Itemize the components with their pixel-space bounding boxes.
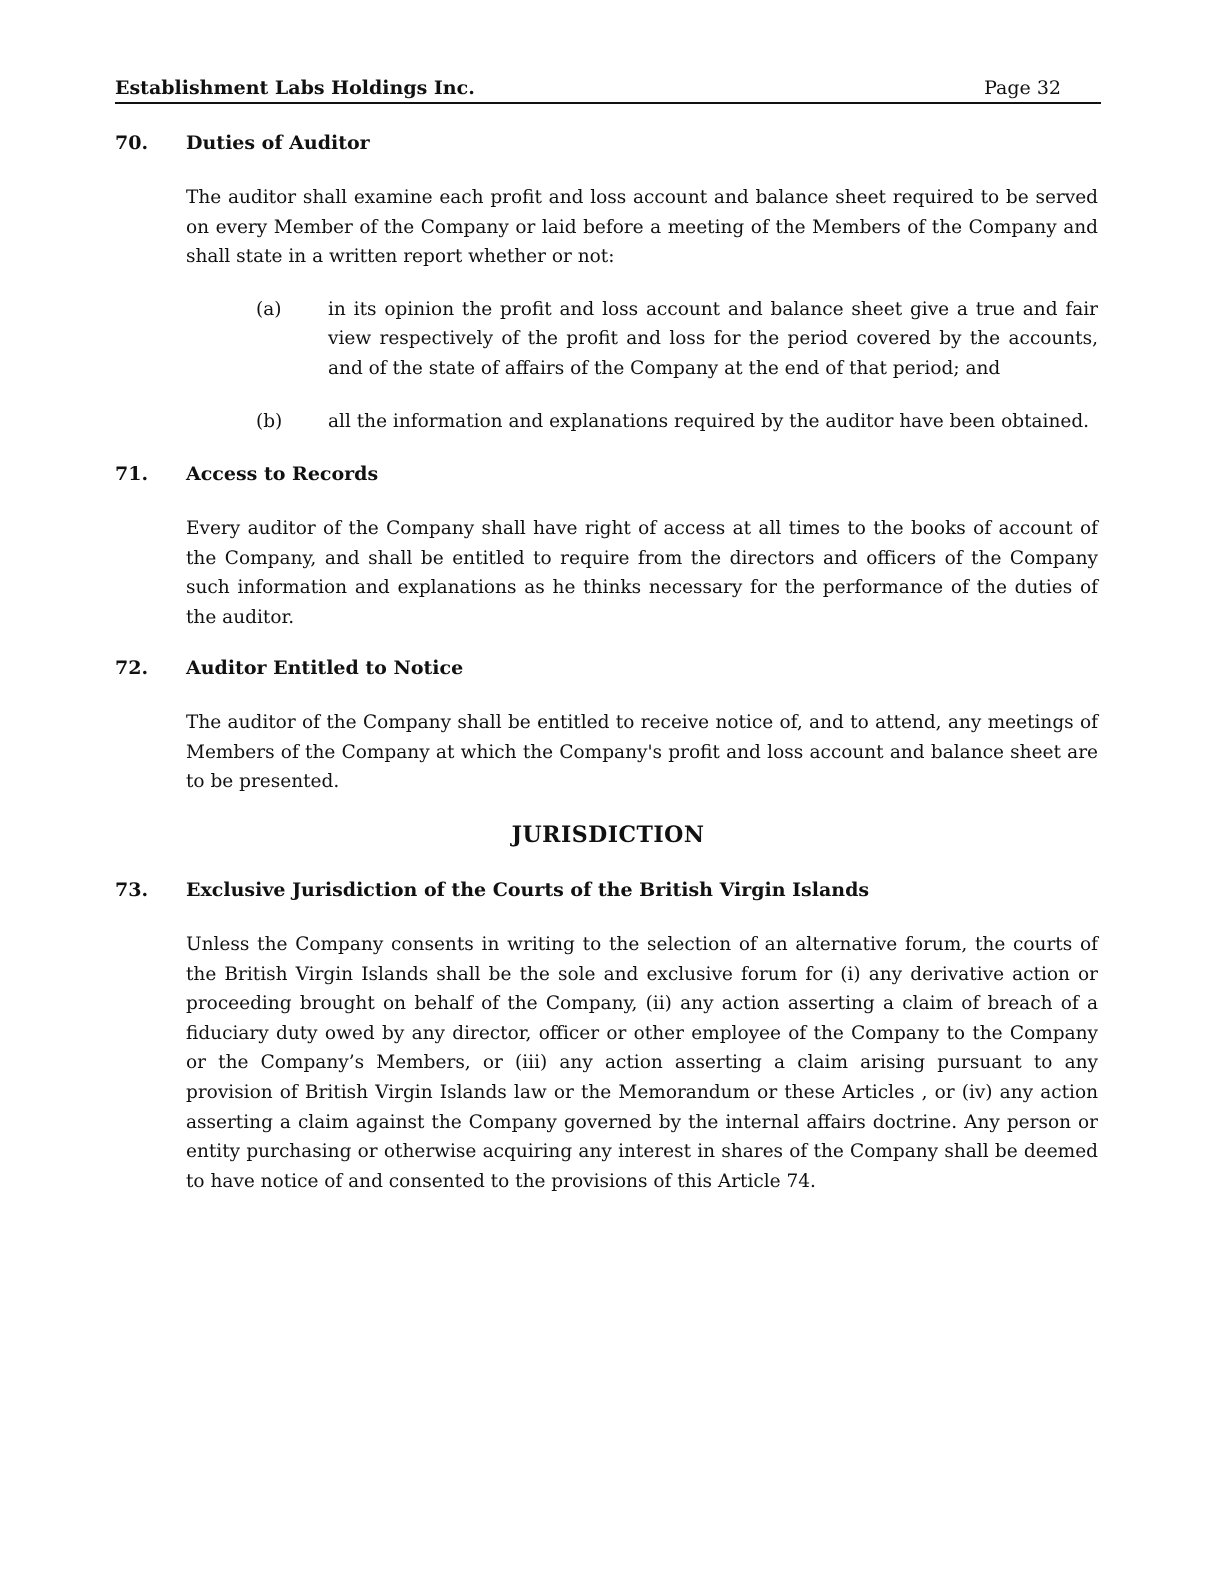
jurisdiction-heading: JURISDICTION xyxy=(511,822,705,848)
list-label: (a) xyxy=(256,298,282,320)
section-body: Unless the Company consents in writing to the selection of an alternative forum, the courts of the British Virgin Islands shall be the sole and exclusive forum for (i) any derivative action or proceeding brought on behalf of the Company, (ii) any action asserting a claim of breach of a fiduciary duty owed by any director, officer or other employee of the Company to the Company or the Company’s Members, or (iii) any action asserting a claim arising pursuant to any provision of British Virgin Islands law or the Memorandum or these Articles , or (iv) any action asserting a claim against the Company governed by the internal affairs doctrine. Any person or entity purchasing or otherwise acquiring any interest in shares of the Company shall be deemed to have notice of and consented to the provisions of this Article 74. xyxy=(186,934,1098,1192)
list-item-a xyxy=(256,295,1098,384)
section-71 xyxy=(115,461,1101,632)
section-title: Access to Records xyxy=(186,463,379,485)
list-item-b xyxy=(256,407,1098,437)
section-body: Every auditor of the Company shall have right of access at all times to the books of account of the Company, and shall be entitled to require from the directors and officers of the Company such information and explanations as he thinks necessary for the performance of the duties of the auditor. xyxy=(186,518,1098,628)
section-body: The auditor of the Company shall be entitled to receive notice of, and to attend, any meetings of Members of the Company at which the Company's profit and loss account and balance sheet are to be presented. xyxy=(186,712,1098,793)
section-number: 73. xyxy=(115,879,149,901)
section-title: Duties of Auditor xyxy=(186,132,370,154)
section-heading xyxy=(115,461,1101,487)
section-73 xyxy=(115,877,1101,1196)
section-heading xyxy=(115,655,1101,681)
section-number: 72. xyxy=(115,657,149,679)
section-number: 71. xyxy=(115,463,149,485)
section-70 xyxy=(115,130,1101,436)
section-72 xyxy=(115,655,1101,797)
section-body: The auditor shall examine each profit and loss account and balance sheet required to be served on every Member of the Company or laid before a meeting of the Members of the Company and shall state in a written report whether or not: xyxy=(186,187,1098,268)
page-number: Page 32 xyxy=(984,77,1061,99)
list-text: all the information and explanations required by the auditor have been obtained. xyxy=(328,410,1090,432)
section-title: Auditor Entitled to Notice xyxy=(186,657,464,679)
section-heading xyxy=(115,877,1101,903)
page-header xyxy=(115,74,1101,104)
list-label: (b) xyxy=(256,410,283,432)
section-heading xyxy=(115,130,1101,156)
section-number: 70. xyxy=(115,132,149,154)
section-title: Exclusive Jurisdiction of the Courts of the British Virgin Islands xyxy=(186,879,870,901)
company-name: Establishment Labs Holdings Inc. xyxy=(115,77,475,99)
list-text: in its opinion the profit and loss account and balance sheet give a true and fair view respectively of the profit and loss for the period covered by the accounts, and of the state of affairs of the Company at the end of that period; and xyxy=(328,298,1098,379)
